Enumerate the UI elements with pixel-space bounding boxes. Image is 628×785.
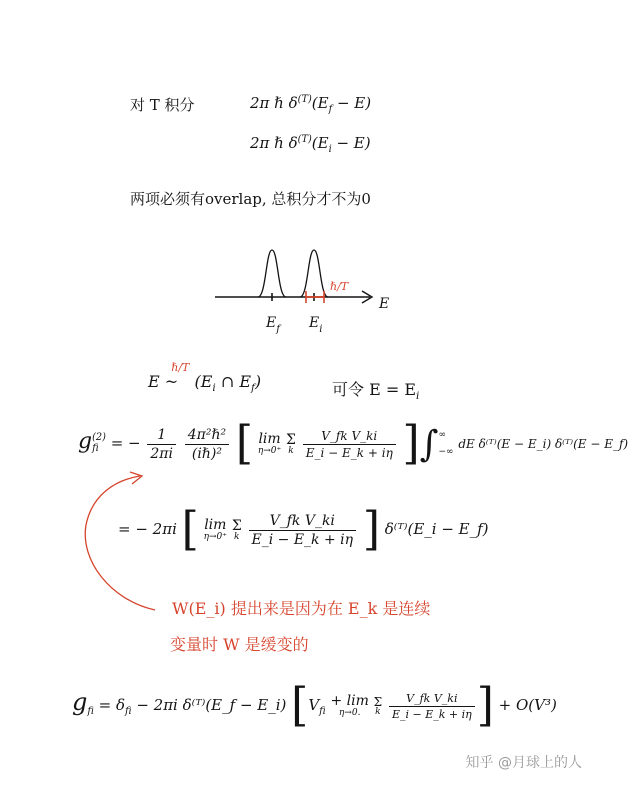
eq1-lim-sub: η→0⁺: [257, 445, 282, 456]
eq3-frac-den: E_i − E_k + iη: [391, 707, 472, 721]
overlap-statement: 两项必须有overlap, 总积分才不为0: [130, 190, 371, 208]
eq1-integral: ∫: [419, 423, 439, 465]
intro-term-1: [250, 94, 371, 115]
approx-lhs: E ~: [148, 372, 179, 391]
eq2-equals: = − 2πi: [118, 520, 177, 538]
term1-sup: (T): [297, 94, 312, 105]
eq2-tail: δ⁽ᵀ⁾(E_i − E_f): [384, 520, 489, 538]
eq3-rhs1-sub: fi: [125, 706, 132, 717]
term2-rest: − E): [331, 134, 371, 152]
eq3-sum: Σ k: [373, 694, 383, 717]
eq1-bracket-close: ]: [402, 416, 420, 471]
term1-rest: − E): [332, 94, 372, 112]
eq3-lim-sub: η→0.: [338, 707, 361, 718]
eq1-lhs-sup: (2): [92, 432, 106, 444]
eq3-bracket-open: [: [291, 678, 309, 733]
eq3-v: V: [308, 696, 320, 714]
overlap-diagram: [0, 230, 600, 350]
equation-2: [118, 502, 489, 557]
eq2-sum-sub: k: [234, 531, 240, 542]
eq1-int-low: −∞: [438, 447, 454, 457]
eq2-lim-text: lim: [204, 516, 227, 533]
eq3-frac: [389, 692, 475, 721]
eq1-int-limits: [438, 427, 453, 461]
approx-sub-f: f: [251, 382, 255, 395]
eq1-frac1-num: 1: [147, 427, 176, 445]
term1-prefix: 2π ℏ δ: [250, 94, 298, 112]
peak-f-label: $E_f$: [266, 315, 280, 335]
eq1-lhs-sub: fi: [92, 443, 99, 454]
eq3-rhs2: − 2πi δ⁽ᵀ⁾(E_f − E_i): [131, 696, 287, 714]
eq1-frac1: [147, 427, 176, 462]
eq3-lhs: g: [72, 688, 88, 716]
eq1-frac3: [303, 429, 396, 460]
term2-sub: i: [328, 144, 332, 155]
let-sub: i: [416, 390, 420, 403]
width-label: ℏ/T: [330, 280, 349, 293]
eq2-bracket-open: [: [181, 502, 199, 557]
eq2-frac: [249, 513, 357, 548]
eq3-lim: [330, 694, 368, 718]
eq1-lim: [258, 432, 281, 456]
eq1-sum: Σ k: [286, 431, 296, 456]
eq3-order: + O(V³): [493, 696, 557, 714]
approx-sub-i: i: [212, 382, 216, 395]
eq1-frac3-num: V_fk V_ki: [303, 429, 396, 445]
watermark: 知乎 @月球上的人: [465, 755, 582, 771]
note-line-1: W(E_i) 提出来是因为在 E_k 是连续: [172, 599, 431, 618]
intro-line-1: [130, 94, 195, 115]
peak-i: [300, 250, 328, 297]
eq3-lhs-sub: fi: [87, 706, 94, 717]
eq2-frac-den: E_i − E_k + iη: [251, 531, 354, 548]
eq3-rhs1: = δ: [93, 696, 126, 714]
let-text: 可令 E = E: [332, 380, 417, 399]
peak-f: [258, 250, 286, 297]
eq2-sum: Σ k: [231, 517, 242, 542]
approx-mid: ∩ E: [215, 372, 252, 391]
axis-label: E: [379, 296, 390, 312]
intro-term-2: [250, 134, 371, 155]
peak-i-label: $E_i$: [309, 315, 323, 335]
eq1-frac2-num: 4π²ℏ²: [185, 427, 229, 445]
eq1-sum-sub: k: [288, 445, 294, 456]
approx-width-label: ℏ/T: [171, 361, 190, 374]
eq1-frac2-den: (iℏ)²: [191, 445, 222, 462]
eq3-v-sub: fi: [319, 706, 326, 717]
intro-label: 对 T 积分: [130, 96, 195, 114]
equation-1: [78, 416, 628, 471]
eq3-bracket-close: ]: [476, 678, 494, 733]
eq3-frac-num: V_fk V_ki: [389, 692, 475, 707]
term1-arg: (E: [311, 94, 329, 112]
eq1-frac3-den: E_i − E_k + iη: [305, 445, 393, 460]
eq1-frac2: [185, 427, 229, 462]
term2-sup: (T): [297, 134, 312, 145]
approx-close: ): [254, 372, 262, 391]
term2-arg: (E: [311, 134, 329, 152]
eq1-frac1-den: 2πi: [150, 445, 173, 462]
eq1-int-up: ∞: [438, 429, 446, 440]
eq3-lim-text: + lim: [330, 692, 369, 709]
eq3-sum-sub: k: [375, 706, 381, 717]
eq1-lim-text: lim: [258, 430, 281, 447]
eq2-lim-sub: η→0⁺: [203, 531, 228, 542]
eq2-lim: [204, 518, 227, 542]
equation-3: [72, 678, 557, 733]
eq2-bracket-close: ]: [362, 502, 380, 557]
eq1-tail: dE δ⁽ᵀ⁾(E − E_i) δ⁽ᵀ⁾(E − E_f): [458, 437, 628, 451]
approx-rhs: (E: [194, 372, 213, 391]
eq1-lhs: g: [78, 429, 93, 454]
term2-prefix: 2π ℏ δ: [250, 134, 298, 152]
note-line-2: 变量时 W 是缓变的: [170, 635, 309, 654]
term1-sub: f: [328, 104, 333, 115]
eq1-bracket-open: [: [235, 416, 254, 471]
eq1-equals: = −: [110, 434, 141, 452]
eq2-frac-num: V_fk V_ki: [249, 513, 357, 531]
approx-let: [332, 377, 419, 402]
